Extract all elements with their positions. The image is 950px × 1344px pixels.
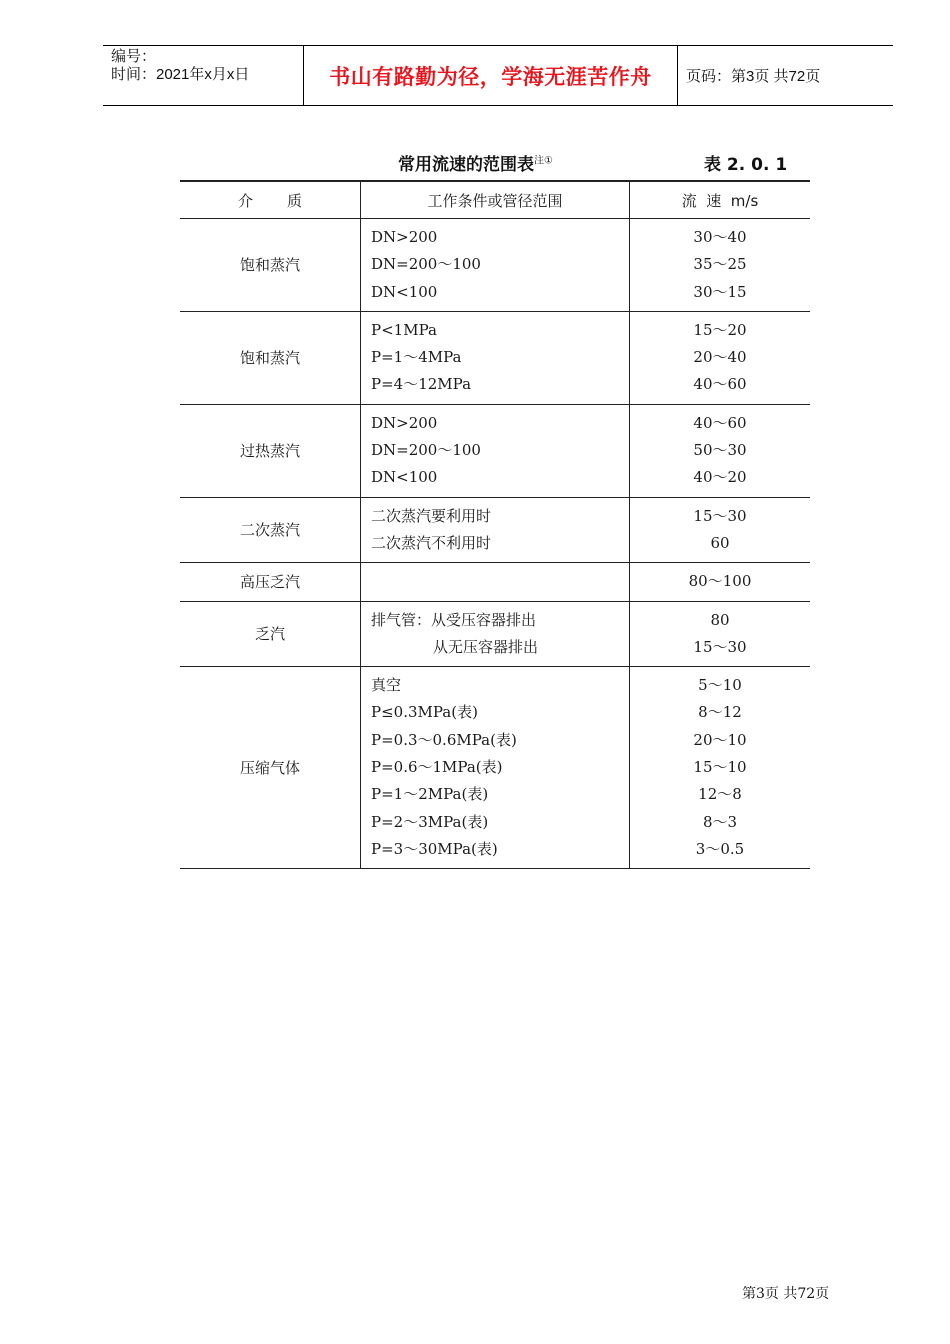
medium-cell: 压缩气体 — [180, 667, 361, 869]
velocity-value: 12～8 — [698, 785, 742, 804]
velocity-value: 30～40 — [693, 228, 747, 246]
condition-line: DN>200 — [371, 228, 438, 246]
medium-cell: 乏汽 — [180, 601, 361, 667]
velocity-value: 15～30 — [693, 637, 747, 656]
velocity-value: 40～20 — [693, 468, 747, 487]
velocity-cell — [630, 219, 811, 312]
condition-line: DN>200 — [371, 413, 438, 432]
header-meta — [103, 46, 304, 105]
condition-cell — [361, 497, 630, 563]
condition-line: P=4～12MPa — [371, 375, 472, 394]
velocity-value: 8～3 — [702, 812, 738, 831]
condition-line: P≤0.3MPa(表) — [371, 703, 478, 722]
velocity-cell — [630, 601, 811, 667]
table-row — [180, 219, 810, 312]
condition-line: DN<100 — [371, 282, 438, 301]
condition-line: 二次蒸汽要利用时 — [371, 506, 492, 525]
velocity-value: 80 — [710, 610, 730, 629]
condition-line: DN<100 — [371, 468, 438, 487]
condition-line — [371, 568, 629, 595]
condition-line: 排气管：从受压容器排出 — [371, 610, 537, 629]
medium-cell: 过热蒸汽 — [180, 404, 361, 497]
medium-cell: 饱和蒸汽 — [180, 311, 361, 404]
velocity-cell — [630, 563, 811, 601]
table-title: 常用流速的范围表$^{注①}$ — [398, 155, 553, 175]
header-condition: 工作条件或管径范围 — [361, 181, 630, 219]
condition-cell — [361, 311, 630, 404]
condition-line: P=3～30MPa(表) — [371, 839, 498, 858]
velocity-value: 80～100 — [688, 572, 752, 591]
velocity-value: 40～60 — [693, 413, 747, 432]
velocity-value: 5～10 — [698, 676, 742, 695]
table-row — [180, 667, 810, 869]
table-row — [180, 497, 810, 563]
condition-line: DN=200～100 — [371, 255, 481, 274]
velocity-value: 30～15 — [693, 282, 747, 301]
medium-cell: 高压乏汽 — [180, 563, 361, 601]
velocity-cell — [630, 404, 811, 497]
condition-cell — [361, 667, 630, 869]
condition-line: P=1～2MPa(表) — [371, 785, 489, 804]
condition-line: P=2～3MPa(表) — [371, 812, 489, 831]
velocity-cell — [630, 311, 811, 404]
header-page-label: 页码：第3页 共72页 — [686, 68, 821, 85]
medium-cell: 二次蒸汽 — [180, 497, 361, 563]
number-label: 编号： — [111, 48, 157, 65]
velocity-value: 15～10 — [693, 758, 747, 777]
condition-line: P=0.3～0.6MPa(表) — [371, 730, 517, 749]
table-header-row — [180, 181, 810, 219]
condition-cell — [361, 219, 630, 312]
table-row — [180, 311, 810, 404]
condition-line: 二次蒸汽不利用时 — [371, 533, 492, 552]
condition-line: P<1MPa — [371, 320, 437, 339]
table-row — [180, 563, 810, 601]
condition-line: P=0.6～1MPa(表) — [371, 758, 503, 777]
page-footer: 第3页 共72页 — [742, 1286, 830, 1302]
condition-cell — [361, 563, 630, 601]
velocity-cell — [630, 667, 811, 869]
page-header — [103, 45, 893, 106]
flow-velocity-table — [180, 180, 810, 869]
table-row — [180, 601, 810, 667]
velocity-value: 15～30 — [693, 506, 747, 525]
velocity-value: 60 — [710, 533, 730, 552]
velocity-value: 15～20 — [693, 320, 747, 339]
velocity-cell — [630, 497, 811, 563]
time-label: 时间：2021年x月x日 — [111, 66, 250, 83]
velocity-value: 20～10 — [693, 730, 747, 749]
header-motto: 书山有路勤为径，学海无涯苦作舟 — [304, 46, 678, 105]
table-row — [180, 404, 810, 497]
condition-cell — [361, 404, 630, 497]
table-number: 表 2. 0. 1 — [704, 155, 788, 175]
header-velocity: 流 速 m/s — [630, 181, 811, 219]
velocity-value: 40～60 — [693, 375, 747, 394]
condition-line: 从无压容器排出 — [433, 637, 539, 656]
header-medium: 介质 — [180, 181, 361, 219]
condition-line: P=1～4MPa — [371, 348, 462, 367]
velocity-value: 3～0.5 — [695, 839, 745, 858]
condition-line: 真空 — [371, 676, 402, 695]
condition-cell — [361, 601, 630, 667]
medium-cell: 饱和蒸汽 — [180, 219, 361, 312]
velocity-value: 50～30 — [693, 441, 747, 460]
table-title-note: 注① — [534, 155, 553, 167]
velocity-value: 20～40 — [693, 348, 747, 367]
velocity-value: 8～12 — [698, 703, 742, 722]
condition-line: DN=200～100 — [371, 441, 481, 460]
velocity-value: 35～25 — [693, 255, 747, 274]
